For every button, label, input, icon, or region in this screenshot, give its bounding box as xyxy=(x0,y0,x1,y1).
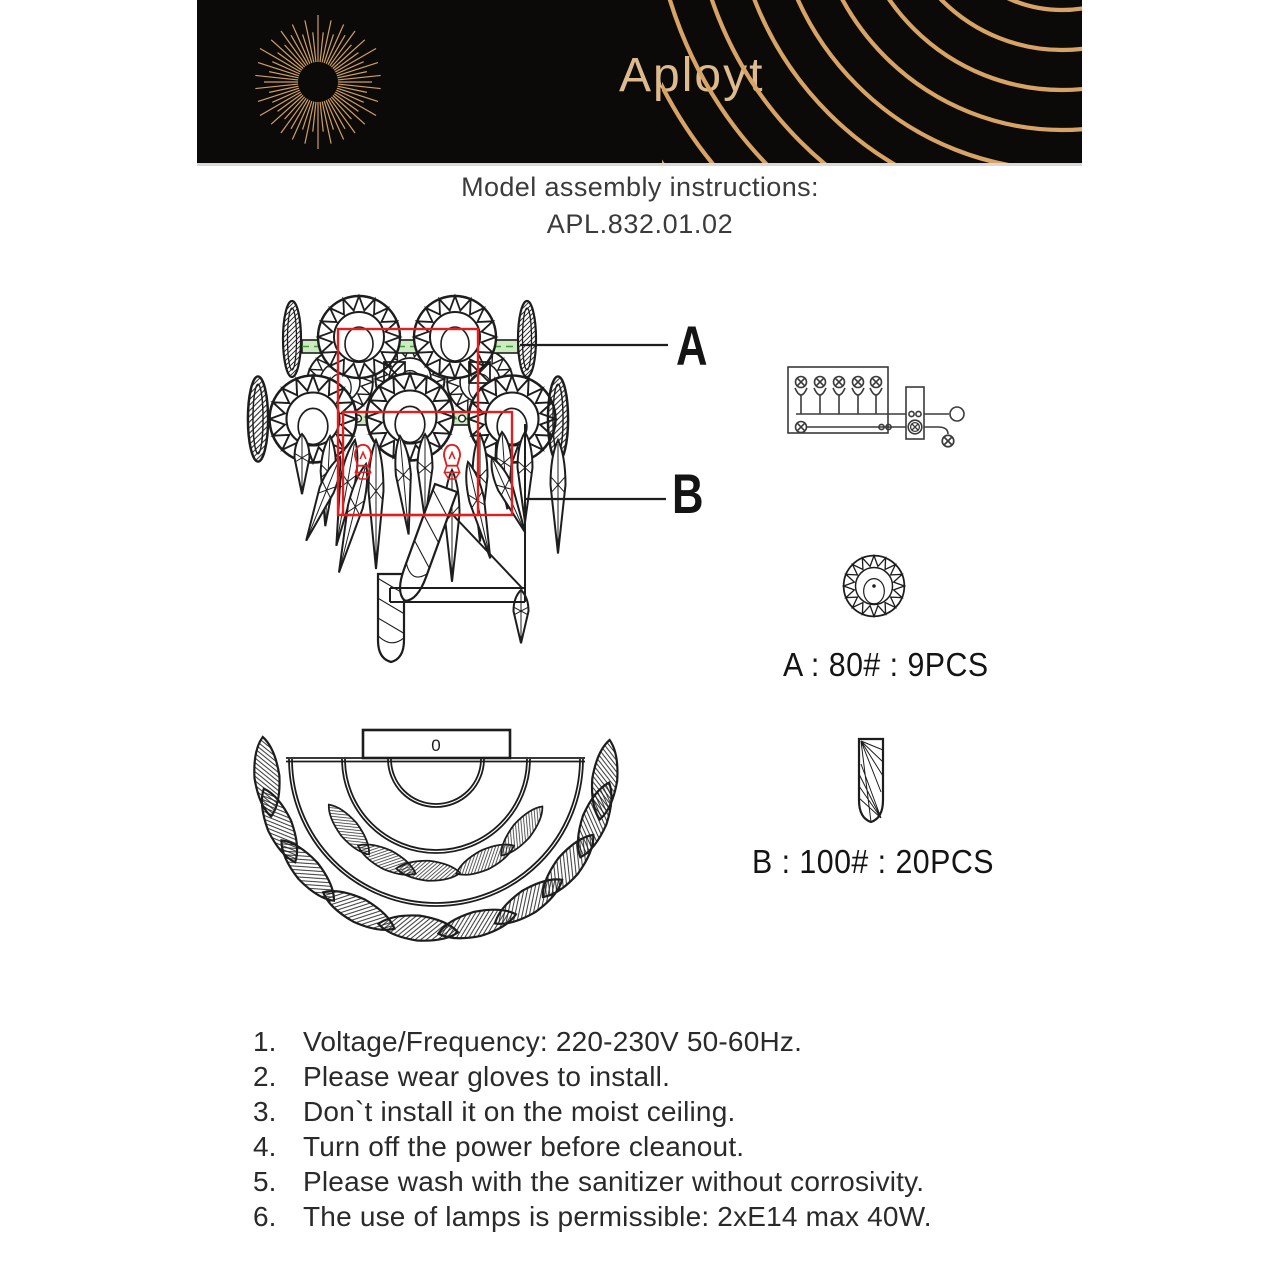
instruction-number: 5. xyxy=(253,1166,277,1197)
instruction-row xyxy=(253,1026,1093,1061)
instruction-text: Please wear gloves to install. xyxy=(303,1061,671,1092)
instruction-text: Voltage/Frequency: 220-230V 50-60Hz. xyxy=(303,1026,803,1057)
instruction-text: Please wash with the sanitizer without corrosivity. xyxy=(303,1166,925,1197)
instruction-text: Don`t install it on the moist ceiling. xyxy=(303,1096,736,1127)
instruction-row xyxy=(253,1166,1093,1201)
round-crystal-icon xyxy=(842,554,906,618)
instruction-number: 6. xyxy=(253,1201,277,1232)
wiring-diagram xyxy=(782,352,974,448)
sunburst-logo-icon xyxy=(223,0,413,163)
model-number: APL.832.01.02 xyxy=(546,209,734,239)
instruction-number: 1. xyxy=(253,1026,277,1057)
callout-b-label: B xyxy=(672,462,704,525)
brand-name: Aployt xyxy=(619,49,765,102)
instruction-row xyxy=(253,1061,1093,1096)
brand-banner xyxy=(197,0,1082,166)
callout-a-label: A xyxy=(676,314,708,377)
instruction-number: 3. xyxy=(253,1096,277,1127)
instructions-list xyxy=(253,1026,1093,1236)
instruction-text: The use of lamps is permissible: 2xE14 max 40W. xyxy=(303,1201,932,1232)
part-b-spec: B : 100# : 20PCS xyxy=(752,843,994,880)
mount-hole-label: 0 xyxy=(431,736,441,755)
instruction-row xyxy=(253,1131,1093,1166)
title-block xyxy=(0,172,1280,240)
teardrop-crystal-icon xyxy=(854,736,888,828)
chandelier-front-diagram xyxy=(240,282,730,692)
instruction-text: Turn off the power before cleanout. xyxy=(303,1131,745,1162)
instruction-row xyxy=(253,1201,1093,1236)
page-title: Model assembly instructions: xyxy=(461,172,819,202)
gold-rays-icon xyxy=(662,0,1082,163)
instruction-number: 4. xyxy=(253,1131,277,1162)
instruction-row xyxy=(253,1096,1093,1131)
instruction-number: 2. xyxy=(253,1061,277,1092)
part-a-spec: A : 80# : 9PCS xyxy=(783,646,989,683)
lamp-bottom-view-diagram xyxy=(248,712,648,960)
